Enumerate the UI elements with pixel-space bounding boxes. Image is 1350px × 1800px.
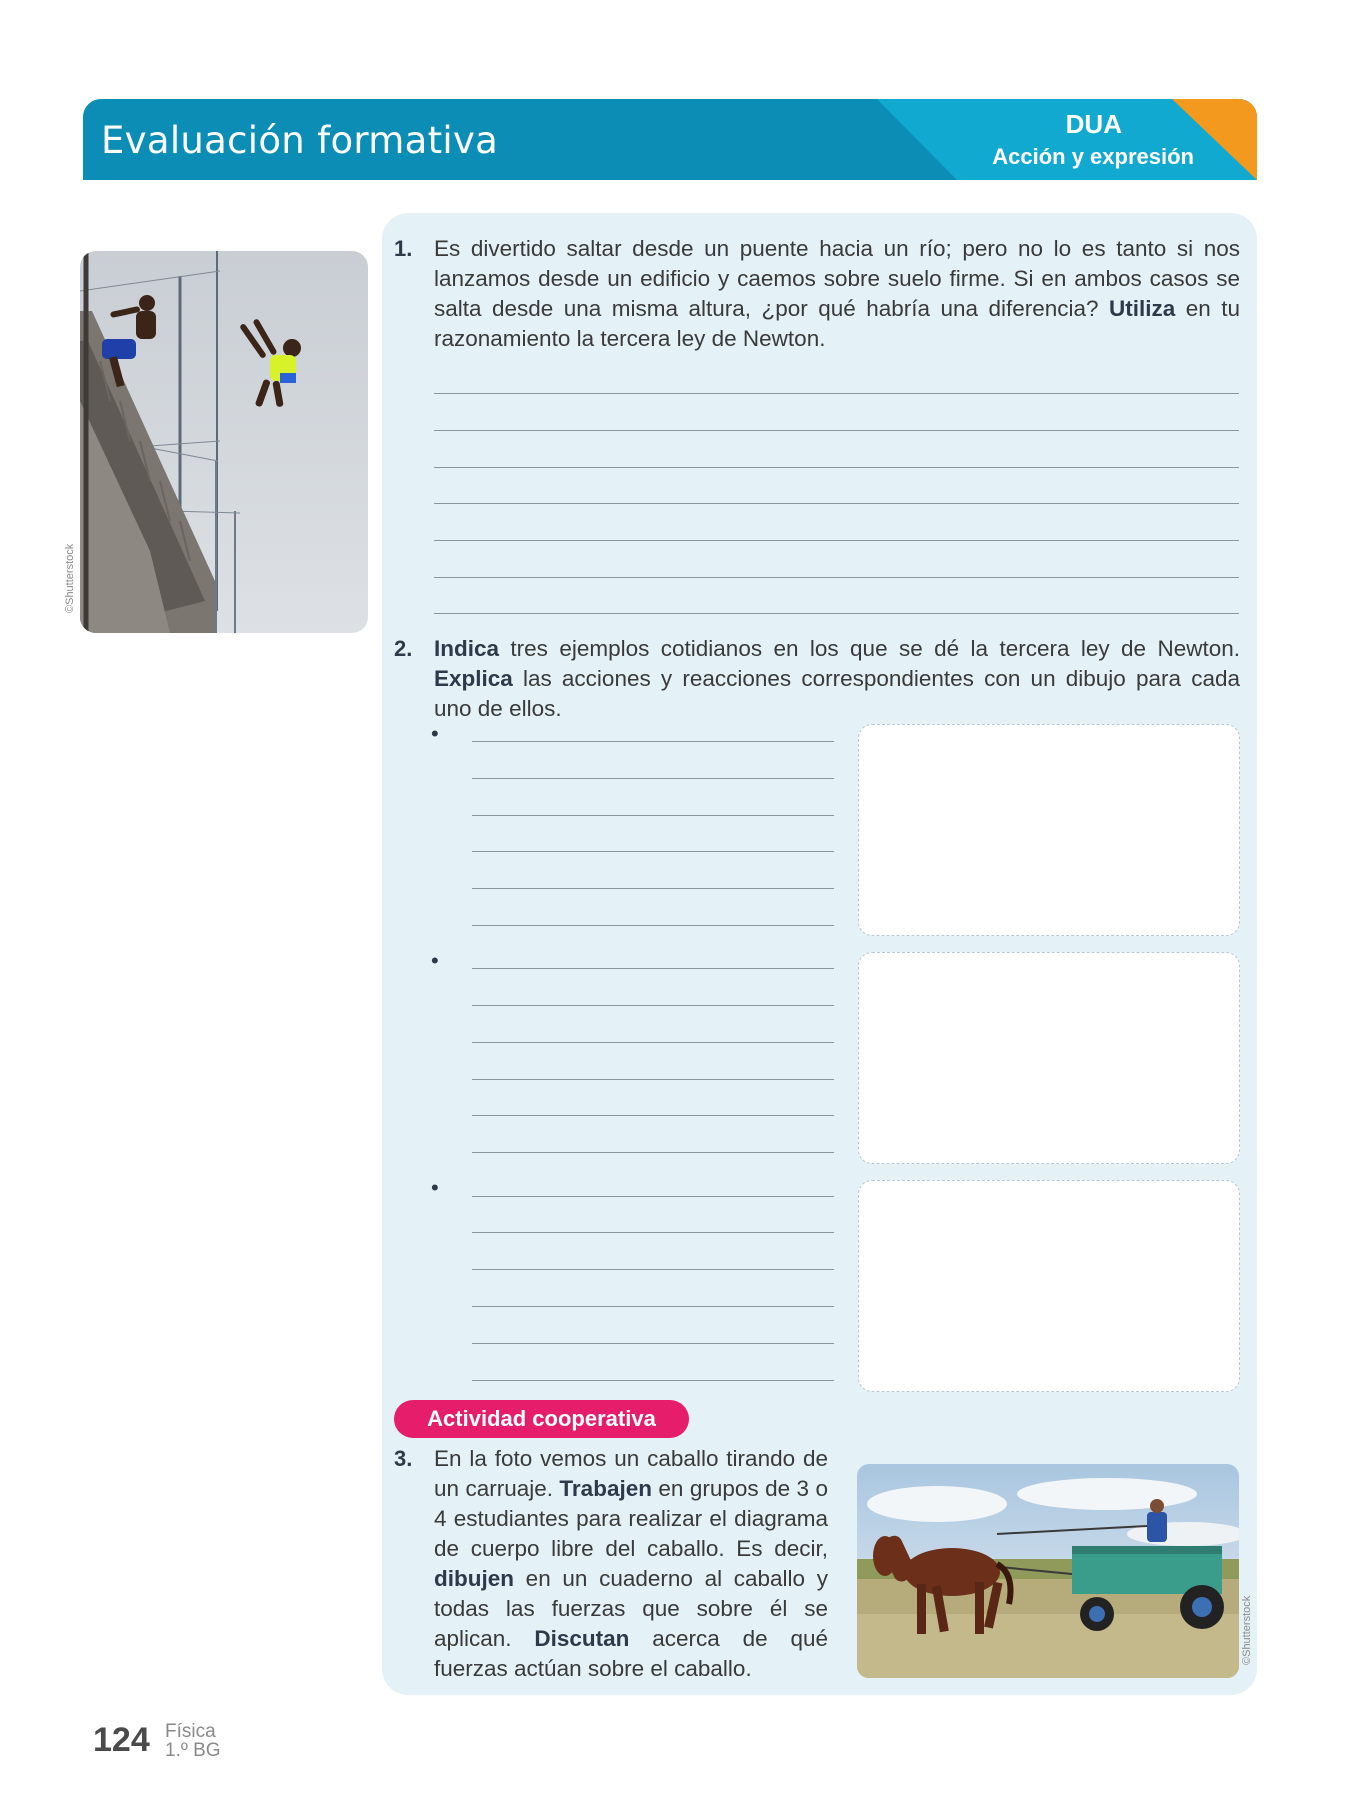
answer-line[interactable]: [472, 1232, 834, 1233]
answer-line[interactable]: [434, 540, 1239, 541]
answer-line[interactable]: [472, 888, 834, 889]
q1-text-b: en tu razonamiento la tercera ley de Newton.: [434, 296, 1240, 351]
page-title: Evaluación formativa: [101, 119, 499, 162]
question-2-number: 2.: [394, 636, 413, 661]
subject-label: [165, 1722, 221, 1760]
q1-text-a: Es divertido saltar desde un puente hacia un río; pero no lo es tanto si nos lanzamos desde un edificio y caemos sobre suelo firme. Si en ambos casos se salta desde una misma altura, ¿por qué habría una diferencia?: [434, 236, 1240, 321]
drawing-box-1[interactable]: [858, 724, 1240, 936]
answer-line[interactable]: [472, 1380, 834, 1381]
answer-line[interactable]: [434, 467, 1239, 468]
answer-line[interactable]: [434, 393, 1239, 394]
photo-credit: ©Shutterstock: [64, 543, 76, 613]
answer-line[interactable]: [472, 851, 834, 852]
bullet-1: •: [431, 721, 439, 746]
question-3-number: 3.: [394, 1446, 413, 1471]
q3-keyword-dibujen: dibujen: [434, 1566, 514, 1591]
answer-line[interactable]: [472, 1079, 834, 1080]
answer-line[interactable]: [472, 1005, 834, 1006]
answer-line[interactable]: [472, 778, 834, 779]
photo-horse-cart: [857, 1464, 1239, 1678]
question-1-text: [434, 234, 1240, 354]
page-number: 124: [93, 1721, 150, 1759]
answer-line[interactable]: [472, 1343, 834, 1344]
answer-line[interactable]: [434, 503, 1239, 504]
answer-line[interactable]: [472, 968, 834, 969]
answer-line[interactable]: [472, 1042, 834, 1043]
q3-text-b: en grupos de 3 o 4 estudiantes para realizar el diagrama de cuerpo libre del caballo. Es decir,: [434, 1476, 828, 1561]
q3-keyword-trabajen: Trabajen: [559, 1476, 652, 1501]
q2-keyword-explica: Explica: [434, 666, 513, 691]
answer-line[interactable]: [472, 1115, 834, 1116]
answer-line[interactable]: [472, 1306, 834, 1307]
cooperative-activity-badge: Actividad cooperativa: [394, 1400, 689, 1438]
section-header: [83, 99, 1257, 180]
photo-jumpers: [80, 251, 368, 633]
question-1-number: 1.: [394, 236, 413, 261]
answer-line[interactable]: [434, 613, 1239, 614]
drawing-box-2[interactable]: [858, 952, 1240, 1164]
dua-subtitle: Acción y expresión: [992, 144, 1194, 169]
answer-line[interactable]: [472, 815, 834, 816]
answer-line[interactable]: [472, 1152, 834, 1153]
drawing-box-3[interactable]: [858, 1180, 1240, 1392]
q2-keyword-indica: Indica: [434, 636, 500, 661]
bullet-3: •: [431, 1175, 439, 1200]
q2-text-b: las acciones y reacciones correspondientes con un dibujo para cada uno de ellos.: [434, 666, 1240, 721]
answer-line[interactable]: [434, 577, 1239, 578]
answer-line[interactable]: [472, 925, 834, 926]
answer-line[interactable]: [434, 430, 1239, 431]
question-2-text: [434, 634, 1240, 724]
photo-credit: ©Shutterstock: [1241, 1595, 1253, 1665]
bullet-2: •: [431, 948, 439, 973]
subject-name: Física: [165, 1721, 216, 1742]
q3-text-a: En la foto vemos un caballo tirando de un carruaje.: [434, 1446, 828, 1501]
answer-line[interactable]: [472, 1196, 834, 1197]
q2-text-a: tres ejemplos cotidianos en los que se dé la tercera ley de Newton.: [499, 636, 1240, 661]
course-level: 1.º BG: [165, 1740, 221, 1761]
answer-line[interactable]: [472, 1269, 834, 1270]
answer-line[interactable]: [472, 741, 834, 742]
dua-title: DUA: [1065, 109, 1122, 139]
q3-keyword-discutan: Discutan: [534, 1626, 630, 1651]
q3-text-c: en un cuaderno al caballo y todas las fuerzas que sobre él se aplican.: [434, 1566, 828, 1651]
question-3-text: [434, 1444, 828, 1684]
q3-text-d: acerca de qué fuerzas actúan sobre el caballo.: [434, 1626, 828, 1681]
q1-keyword-utiliza: Utiliza: [1109, 296, 1176, 321]
